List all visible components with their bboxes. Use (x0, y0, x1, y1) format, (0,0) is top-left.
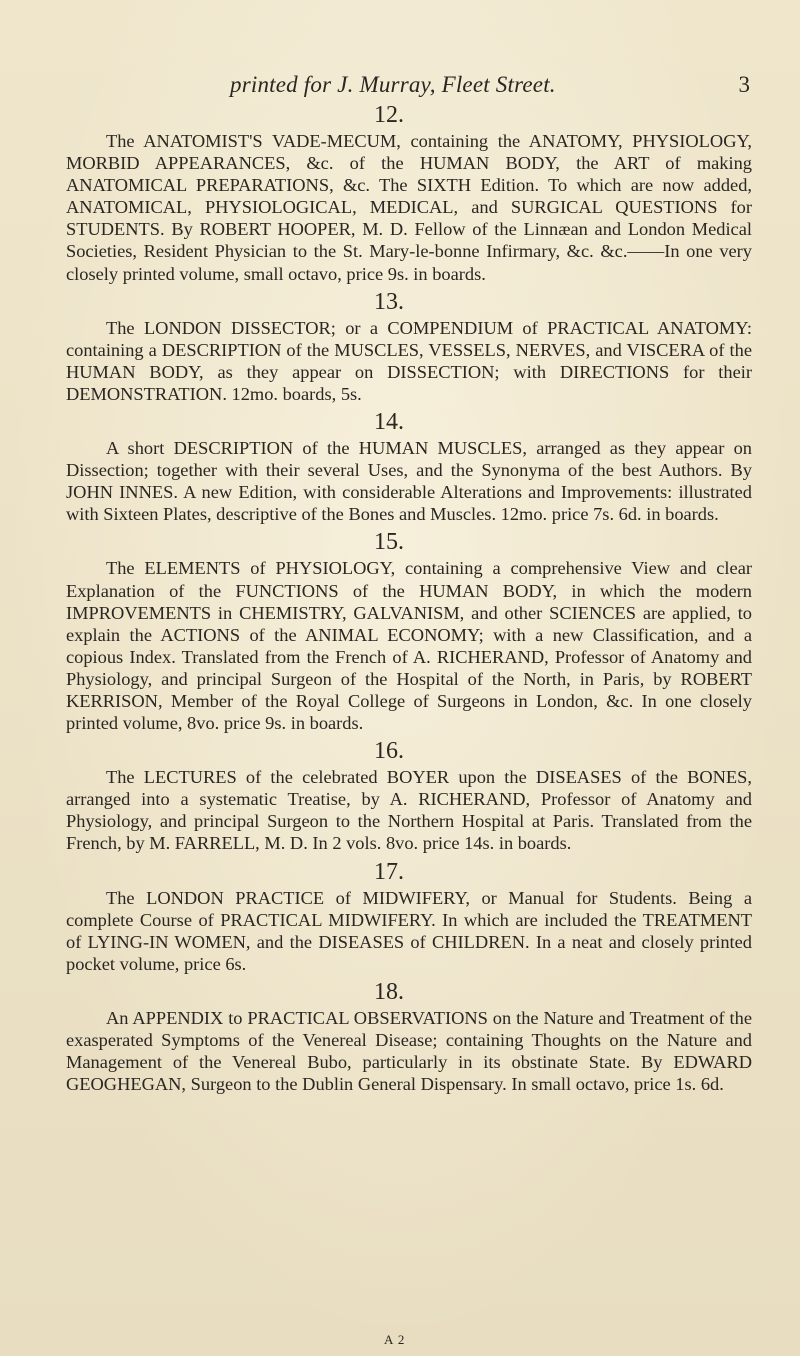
entry-text: An APPENDIX to PRACTICAL OBSERVATIONS on the Nature and Treatment of the exasperated Symptoms of the Venereal Disease; containing Thoughts on the Nature and Management of the Venereal Bubo, particularly in its obstinate State. By EDWARD GEOGHEGAN, Surgeon to the Dublin General Dispensary. In small octavo, price 1s. 6d. (66, 1007, 752, 1095)
entry-text: The ELEMENTS of PHYSIOLOGY, containing a comprehensive View and clear Explanation of the FUNCTIONS of the HUMAN BODY, in which the modern IMPROVEMENTS in CHEMISTRY, GALVANISM, and other SCIENCES are applied, to explain the ACTIONS of the ANIMAL ECONOMY; with a new Classification, and a copious Index. Translated from the French of A. RICHERAND, Professor of Anatomy and Physiology, and principal Surgeon of the Hospital of the North, in Paris, by ROBERT KERRISON, Member of the Royal College of Surgeons in London, &c. In one closely printed volume, 8vo. price 9s. in boards. (66, 558, 752, 734)
entry-number: 14. (374, 409, 404, 436)
signature-mark: A 2 (384, 1332, 406, 1347)
entry-number: 18. (374, 978, 404, 1005)
catalogue-entries (66, 100, 752, 1097)
entry-number: 15. (374, 529, 404, 556)
catalogue-entry (66, 977, 752, 1095)
catalogue-entry (66, 287, 752, 405)
catalogue-entry (66, 100, 752, 285)
catalogue-entry (66, 407, 752, 525)
catalogue-entry (66, 527, 752, 734)
entry-text: The ANATOMIST'S VADE-MECUM, containing the ANATOMY, PHYSIOLOGY, MORBID APPEARANCES, &c. of the HUMAN BODY, the ART of making ANATOMICAL PREPARATIONS, &c. The SIXTH Edition. To which are now added, ANATOMICAL, PHYSIOLOGICAL, MEDICAL, and SURGICAL QUESTIONS for STUDENTS. By ROBERT HOOPER, M. D. Fellow of the Linnæan and London Medical Societies, Resident Physician to the St. Mary-le-bonne Infirmary, &c. &c.——In one very closely printed volume, small octavo, price 9s. in boards. (66, 131, 752, 284)
catalogue-entry (66, 736, 752, 854)
entry-text: The LONDON DISSECTOR; or a COMPENDIUM of PRACTICAL ANATOMY: containing a DESCRIPTION of the MUSCLES, VESSELS, NERVES, and VISCERA of the HUMAN BODY, as they appear on DISSECTION; with DIRECTIONS for their DEMONSTRATION. 12mo. boards, 5s. (66, 317, 752, 404)
entry-number: 16. (374, 738, 404, 765)
entry-text: The LECTURES of the celebrated BOYER upon the DISEASES of the BONES, arranged into a systematic Treatise, by A. RICHERAND, Professor of Anatomy and Physiology, and principal Surgeon to the Northern Hospital at Paris. Translated from the French, by M. FARRELL, M. D. In 2 vols. 8vo. price 14s. in boards. (66, 767, 752, 854)
running-head: printed for J. Murray, Fleet Street. (230, 72, 556, 97)
entry-number: 12. (374, 102, 404, 128)
catalogue-entry (66, 857, 752, 975)
entry-text: A short DESCRIPTION of the HUMAN MUSCLES, arranged as they appear on Dissection; together with their several Uses, and the Synonyma of the best Authors. By JOHN INNES. A new Edition, with considerable Alterations and Improvements: illustrated with Sixteen Plates, descriptive of the Bones and Muscles. 12mo. price 7s. 6d. in boards. (66, 438, 752, 525)
entry-number: 13. (374, 288, 404, 315)
page-number: 3 (738, 72, 750, 97)
entry-number: 17. (374, 858, 404, 885)
entry-text: The LONDON PRACTICE of MIDWIFERY, or Manual for Students. Being a complete Course of PRACTICAL MIDWIFERY. In which are included the TREATMENT of LYING-IN WOMEN, and the DISEASES of CHILDREN. In a neat and closely printed pocket volume, price 6s. (66, 887, 752, 974)
